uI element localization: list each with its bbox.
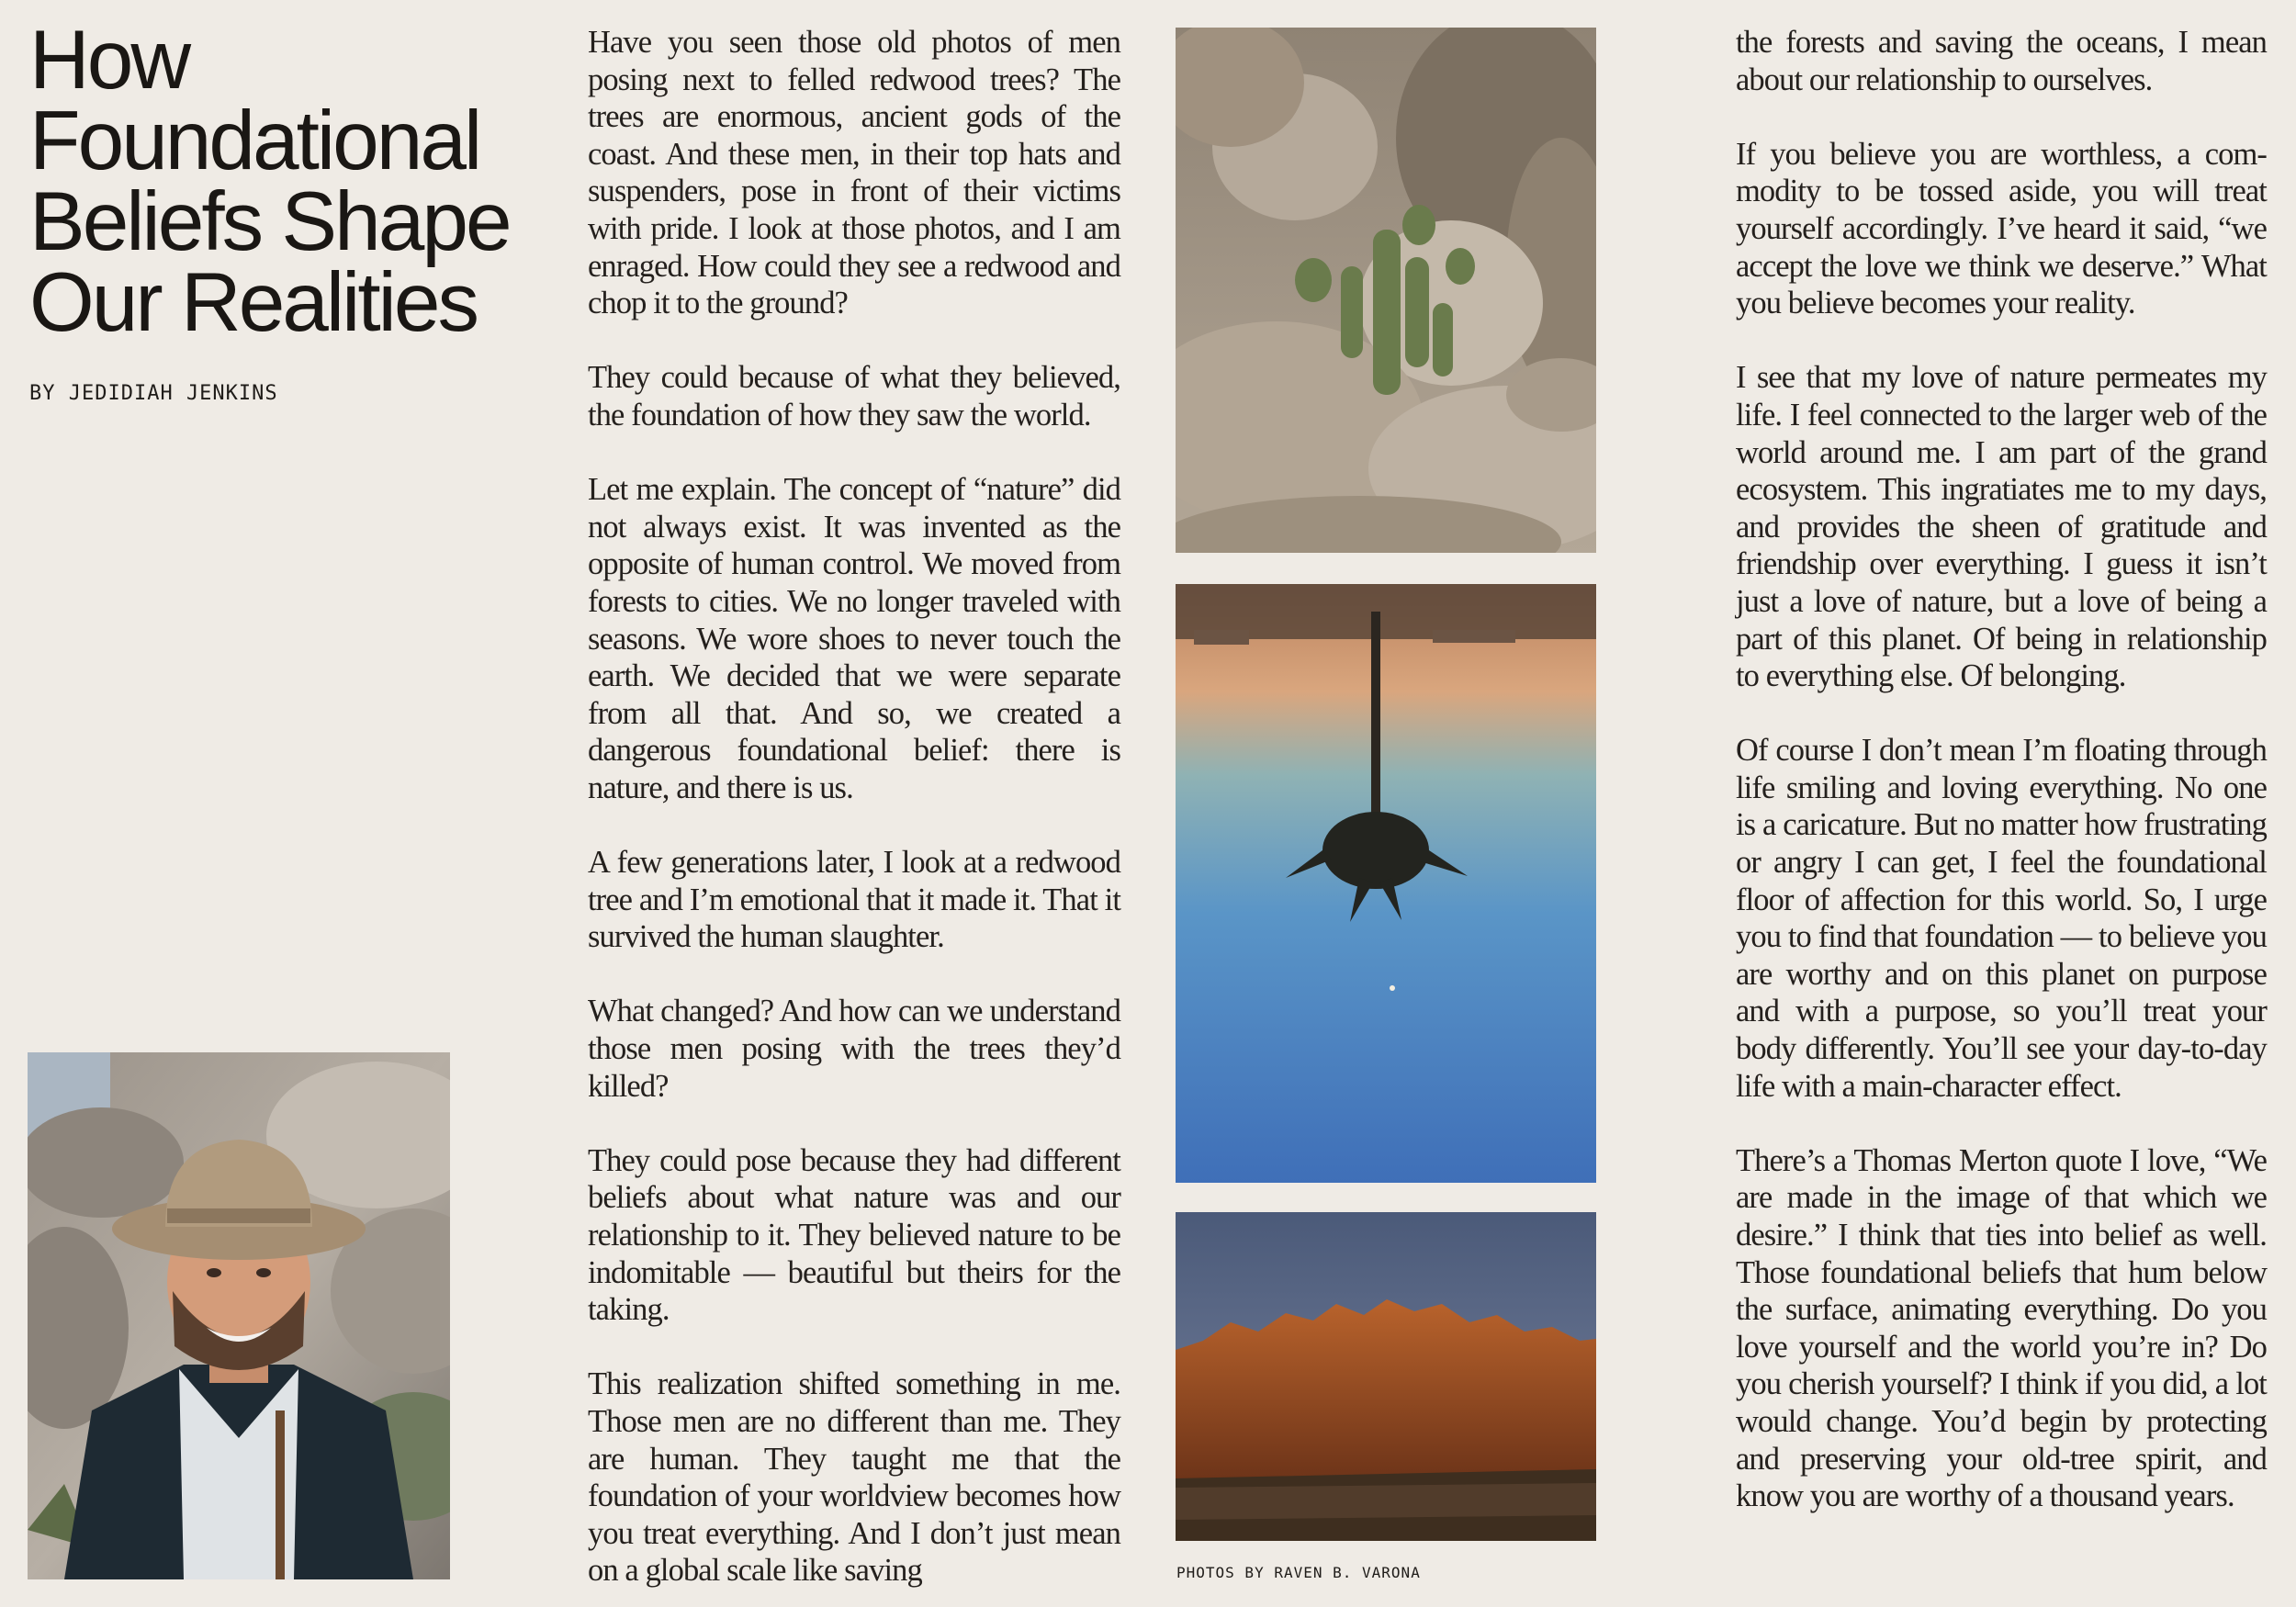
paragraph: Let me explain. The concept of “nature” did not always exist. It was invented as the opposite of human control. We moved from forests to cities. We no longer traveled with seasons. We wore shoes to never touch the earth. We decided that we were separate from all that. And so, we created a dangerous foundational belief: there is nature, and there is us.	[588, 472, 1120, 805]
paragraph: Have you seen those old photos of men posing next to felled redwood trees? The trees are enormous, ancient gods of the coast. And these men, in their top hats and suspenders, pose in front of their victims with pride. I look at those photos, and I am enraged. How could they see a redwood and chop it to the ground?	[588, 25, 1120, 321]
paragraph: What changed? And how can we understand those men posing with the trees they’d killed?	[588, 994, 1120, 1104]
paragraph: A few generations later, I look at a redwood tree and I’m emotional that it made it. That it survived the human slaughter.	[588, 845, 1120, 955]
photo-credit: PHOTOS BY RAVEN B. VARONA	[1176, 1564, 1421, 1581]
paragraph: This realization shifted something in me. Those men are no different than me. They are human. They taught me that the foundation of your worldview becomes how you treat everything. And I don’t just mean on a global scale like saving	[588, 1366, 1120, 1589]
article-column-left	[588, 24, 1120, 1590]
author-byline: BY JEDIDIAH JENKINS	[29, 382, 278, 405]
paragraph: I see that my love of nature permeates my life. I feel connected to the larger web of the world around me. I am part of the grand ecosystem. This ingratiates me to my days, and provides the sheen of gratitude and friendship over everything. I guess it isn’t just a love of nature, but a love of being a part of this planet. Of being in relationship to everything else. Of belonging.	[1736, 360, 2267, 694]
author-portrait-image	[28, 1052, 450, 1579]
paragraph: If you believe you are worthless, a com-modity to be tossed aside, you will treat yourself accordingly. I’ve heard it said, “we accept the love we think we deserve.” What you believe becomes your reality.	[1736, 136, 2267, 321]
palm-reflection-photo	[1176, 584, 1596, 1183]
paragraph: the forests and saving the oceans, I mean about our relationship to ourselves.	[1736, 25, 2267, 97]
cactus-boulders-photo	[1176, 28, 1596, 553]
paragraph: They could because of what they believed, the foundation of how they saw the world.	[588, 360, 1120, 433]
paragraph: There’s a Thomas Merton quote I love, “We are made in the image of that which we desire.” I think that ties into belief as well. Those foundational beliefs that hum below the surface, animating everything. Do you love yourself and the world you’re in? Do you cherish yourself? I think if you did, a lot would change. You’d begin by protecting and preserving your old-tree spirit, and know you are worthy of a thousand years.	[1736, 1142, 2267, 1514]
article-column-right	[1736, 24, 2267, 1515]
mountain-sunset-photo	[1176, 1212, 1596, 1541]
paragraph: Of course I don’t mean I’m floating through life smiling and loving everything. No one is a caricature. But no matter how frustrating or angry I can get, I feel the foundational floor of affection for this world. So, I urge you to find that foundation — to believe you are worthy and on this planet on purpose and with a purpose, so you’ll treat your body differently. You’ll see your day-to-day life with a main-character effect.	[1736, 733, 2267, 1104]
paragraph: They could pose because they had different beliefs about what nature was and our relationship to it. They believed nature to be indomitable — beautiful but theirs for the taking.	[588, 1142, 1120, 1328]
article-title: How Foundational Beliefs Shape Our Realities	[29, 14, 510, 349]
